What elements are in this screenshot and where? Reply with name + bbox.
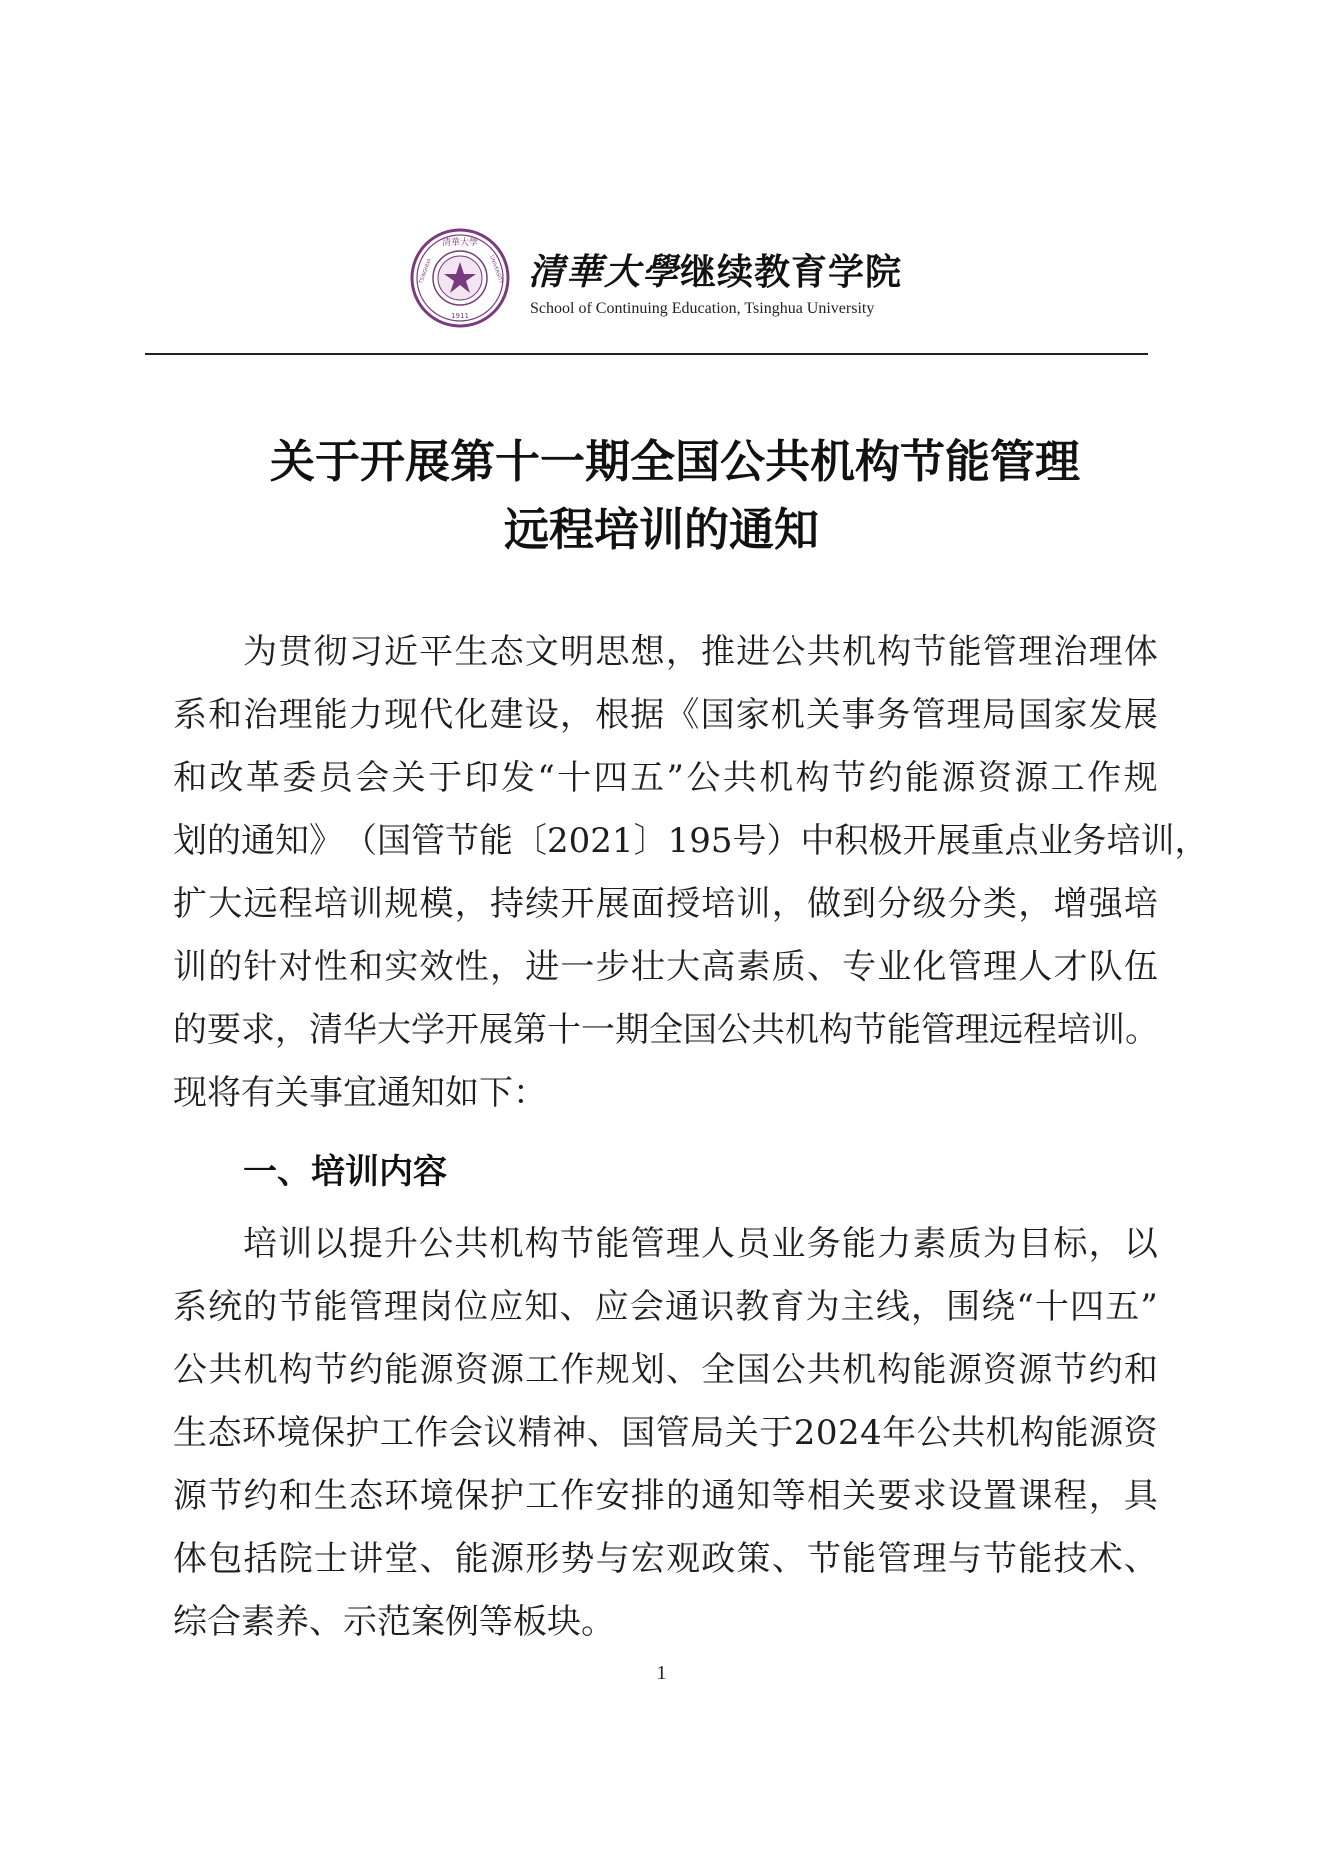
section1-line: 培 训 以 提 升 公 共 机 构 节 能 管 理 人 员 业 务 能 力 素 质 为 目 标 ， 以 [243, 1224, 1158, 1264]
document-title-line-2: 远程培训的通知 [503, 503, 819, 556]
institution-name-cn [528, 244, 902, 295]
section1-line: 系 统 的 节 能 管 理 岗 位 应 知 、 应 会 通 识 教 育 为 主 线 ， 围 绕 “ 十 四 五 ” [173, 1287, 1158, 1327]
header-divider [145, 353, 1148, 355]
document-title-line-1: 关于开展第十一期全国公共机构节能管理 [270, 435, 1081, 488]
section1-line: 体 包 括 院 士 讲 堂 、 能 源 形 势 与 宏 观 政 策 、 节 能 管 理 与 节 能 技 术 、 [173, 1539, 1158, 1579]
university-seal-icon [410, 228, 510, 328]
intro-line: 系 和 治 理 能 力 现 代 化 建 设 ， 根 据 《 国 家 机 关 事 务 管 理 局 国 家 发 展 [173, 695, 1158, 735]
intro-line: 的 要 求 ， 清 华 大 学 开 展 第 十 一 期 全 国 公 共 机 构 节 能 管 理 远 程 培 训 。 [173, 1010, 1159, 1050]
institution-name-en: School of Continuing Education, Tsinghua University [530, 300, 875, 317]
intro-line: 训 的 针 对 性 和 实 效 性 ， 进 一 步 壮 大 高 素 质 、 专 业 化 管 理 人 才 队 伍 [173, 947, 1158, 987]
university-calligraphy: 清華大學 [528, 251, 681, 293]
intro-line: 现将有关事宜通知如下： [173, 1073, 547, 1113]
intro-line: 和 改 革 委 员 会 关 于 印 发 “ 十 四 五 ” 公 共 机 构 节 约 能 源 资 源 工 作 规 [173, 758, 1158, 798]
school-name-cn: 继续教育学院 [680, 251, 903, 293]
section1-line: 公 共 机 构 节 约 能 源 资 源 工 作 规 划 、 全 国 公 共 机 构 能 源 资 源 节 约 和 [173, 1350, 1158, 1390]
section-heading-training-content: 一、培训内容 [243, 1152, 447, 1192]
intro-line: 划 的 通 知 》 （ 国 管 节 能 〔 2 0 2 1 〕 1 9 5 号 ） 中 积 极 开 展 重 点 业 务 培 训 ， [173, 821, 1209, 861]
seal-right-text: UNIVERSITY [488, 254, 504, 285]
section1-line: 生 态 环 境 保 护 工 作 会 议 精 神 、 国 管 局 关 于 2 0 2 4 年 公 共 机 构 能 源 资 [173, 1413, 1158, 1453]
section1-line: 源 节 约 和 生 态 环 境 保 护 工 作 安 排 的 通 知 等 相 关 要 求 设 置 课 程 ， 具 [173, 1476, 1158, 1516]
seal-left-text: TSINGHUA [418, 258, 433, 285]
intro-line: 扩 大 远 程 培 训 规 模 ， 持 续 开 展 面 授 培 训 ， 做 到 分 级 分 类 ， 增 强 培 [173, 884, 1158, 924]
page-number: 1 [656, 1662, 667, 1684]
seal-year-text: 1911 [451, 312, 469, 320]
letterhead [410, 228, 930, 328]
intro-line: 为 贯 彻 习 近 平 生 态 文 明 思 想 ， 推 进 公 共 机 构 节 能 管 理 治 理 体 [243, 632, 1158, 672]
section1-line: 综合素养、示范案例等板块。 [173, 1602, 615, 1642]
seal-top-text: 清華大學 [441, 238, 479, 248]
